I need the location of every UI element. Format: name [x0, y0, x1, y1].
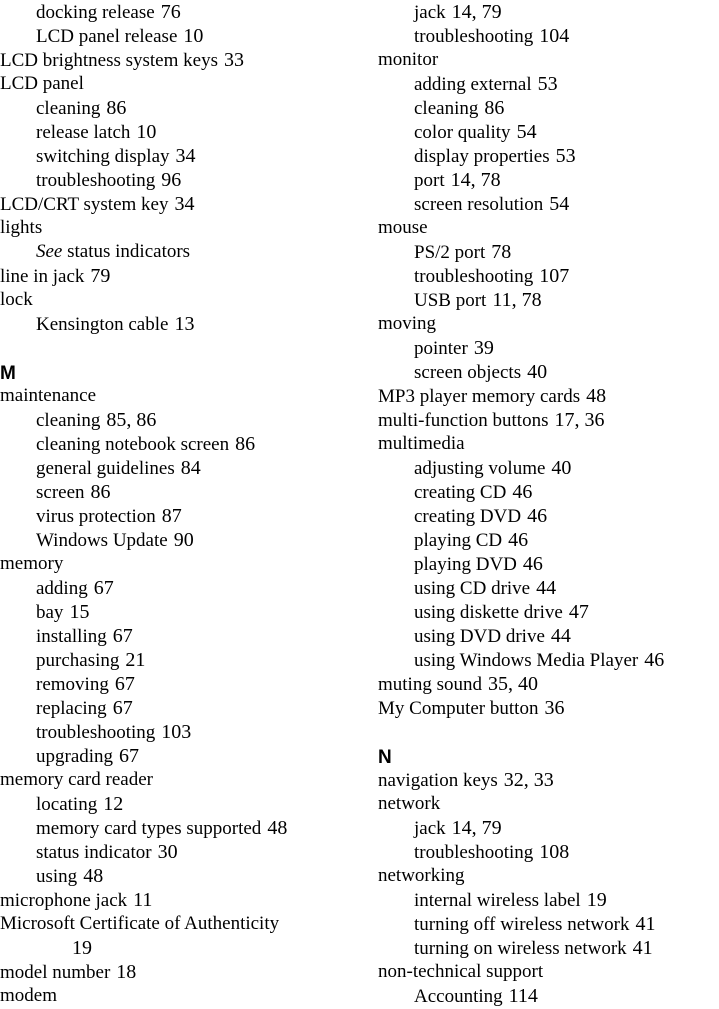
index-subentry [0, 240, 350, 264]
index-term: muting sound [378, 674, 482, 695]
index-subentry [378, 504, 719, 528]
index-term: My Computer button [378, 698, 539, 719]
index-term: screen resolution [414, 194, 544, 215]
index-term: USB port [414, 290, 487, 311]
index-term: LCD panel release [36, 26, 178, 47]
index-term: turning on wireless network [414, 938, 627, 959]
index-subentry [0, 816, 350, 840]
page-reference: 114 [508, 985, 538, 1007]
index-subentry [0, 864, 350, 888]
index-subentry [0, 456, 350, 480]
page-reference: 19 [72, 937, 92, 959]
index-entry [378, 312, 719, 336]
page-reference: 85, 86 [106, 409, 157, 431]
page-reference: 103 [161, 721, 192, 743]
page-reference: 21 [125, 649, 146, 671]
index-term: cleaning [36, 98, 101, 119]
index-entry [0, 768, 350, 792]
index-entry [0, 960, 350, 984]
index-subentry [378, 624, 719, 648]
index-entry-continuation [0, 936, 350, 960]
index-subentry [0, 168, 350, 192]
index-term: replacing [36, 698, 107, 719]
index-subentry [0, 480, 350, 504]
index-term: status indicators [67, 241, 191, 262]
index-term: adding external [414, 74, 532, 95]
page-reference: 79 [90, 265, 111, 287]
page-reference: 104 [539, 25, 570, 47]
index-term: Microsoft Certificate of Authenticity [0, 913, 280, 934]
page-reference: 12 [103, 793, 124, 815]
section-letter-heading: M [0, 363, 16, 384]
index-term: locating [36, 794, 98, 815]
page-reference: 17, 36 [554, 409, 605, 431]
index-term: Accounting [414, 986, 503, 1007]
index-term: line in jack [0, 266, 85, 287]
page-reference: 10 [136, 121, 157, 143]
index-subentry [378, 96, 719, 120]
index-entry [378, 864, 719, 888]
index-term: cleaning notebook screen [36, 434, 230, 455]
page-reference: 67 [112, 697, 133, 719]
index-subentry [0, 672, 350, 696]
page-reference: 90 [173, 529, 194, 551]
page-reference: 87 [161, 505, 182, 527]
index-term: creating DVD [414, 506, 522, 527]
index-term: MP3 player memory cards [378, 386, 581, 407]
index-term: network [378, 793, 441, 814]
page-reference: 86 [90, 481, 111, 503]
index-term: lights [0, 217, 43, 238]
index-subentry [378, 528, 719, 552]
index-term: turning off wireless network [414, 914, 630, 935]
page-reference: 14, 78 [450, 169, 501, 191]
index-subentry [378, 480, 719, 504]
index-subentry [378, 456, 719, 480]
index-subentry [378, 840, 719, 864]
page-reference: 14, 79 [451, 817, 502, 839]
index-term: purchasing [36, 650, 120, 671]
index-term: internal wireless label [414, 890, 581, 911]
index-subentry [378, 816, 719, 840]
page-reference: 14, 79 [451, 1, 502, 23]
page-reference: 30 [157, 841, 178, 863]
page-reference: 107 [539, 265, 570, 287]
index-term: PS/2 port [414, 242, 486, 263]
index-subentry [0, 408, 350, 432]
index-subentry [378, 288, 719, 312]
index-entry [378, 792, 719, 816]
index-subentry [0, 624, 350, 648]
index-subentry [0, 648, 350, 672]
page-reference: 19 [586, 889, 607, 911]
index-subentry [378, 0, 719, 24]
index-subentry [0, 576, 350, 600]
index-entry [0, 984, 350, 1008]
index-term: virus protection [36, 506, 156, 527]
index-subentry [0, 0, 350, 24]
index-term: LCD brightness system keys [0, 50, 218, 71]
page-reference: 33 [223, 49, 244, 71]
index-term: switching display [36, 146, 170, 167]
index-term: mouse [378, 217, 428, 238]
index-subentry [378, 888, 719, 912]
page-reference: 40 [527, 361, 548, 383]
index-term: cleaning [414, 98, 479, 119]
index-subentry [378, 912, 719, 936]
index-subentry [0, 792, 350, 816]
index-subentry [378, 552, 719, 576]
index-term: LCD/CRT system key [0, 194, 169, 215]
index-term: adjusting volume [414, 458, 546, 479]
index-term: modem [0, 985, 57, 1006]
index-subentry [0, 696, 350, 720]
index-column-right [378, 0, 719, 1008]
page-reference: 46 [508, 529, 529, 551]
index-term: installing [36, 626, 107, 647]
index-term: memory [0, 553, 64, 574]
index-term: release latch [36, 122, 131, 143]
index-subentry [0, 720, 350, 744]
index-entry [0, 216, 350, 240]
index-term: port [414, 170, 445, 191]
index-term: troubleshooting [414, 842, 534, 863]
index-entry [0, 552, 350, 576]
index-entry [378, 432, 719, 456]
page-reference: 11 [133, 889, 153, 911]
index-term: screen objects [414, 362, 522, 383]
index-subentry [378, 648, 719, 672]
page-reference: 67 [114, 673, 135, 695]
index-entry [0, 912, 350, 936]
index-entry [0, 48, 350, 72]
index-term: cleaning [36, 410, 101, 431]
page-reference: 108 [539, 841, 570, 863]
index-entry [378, 48, 719, 72]
index-term: bay [36, 602, 64, 623]
index-term: using [36, 866, 78, 887]
index-subentry [0, 504, 350, 528]
page-reference: 15 [69, 601, 90, 623]
index-subentry [0, 840, 350, 864]
page-reference: 44 [536, 577, 557, 599]
index-subentry [378, 360, 719, 384]
index-entry [378, 408, 719, 432]
index-term: playing DVD [414, 554, 517, 575]
index-subentry [0, 24, 350, 48]
index-entry [378, 216, 719, 240]
index-term: troubleshooting [36, 722, 156, 743]
index-term: memory card types supported [36, 818, 262, 839]
index-subentry [0, 144, 350, 168]
section-letter-heading: N [378, 747, 392, 768]
page-reference: 54 [516, 121, 537, 143]
index-entry [378, 768, 719, 792]
see-reference-label: See [36, 241, 63, 262]
index-term: model number [0, 962, 111, 983]
page-reference: 35, 40 [487, 673, 538, 695]
index-term: jack [414, 818, 446, 839]
index-subentry [378, 24, 719, 48]
page-reference: 41 [635, 913, 656, 935]
index-term: color quality [414, 122, 511, 143]
index-term: using diskette drive [414, 602, 563, 623]
index-entry [0, 264, 350, 288]
index-entry [378, 696, 719, 720]
index-term: Kensington cable [36, 314, 169, 335]
page-reference: 96 [161, 169, 182, 191]
section-spacer [0, 336, 350, 360]
page-reference: 78 [491, 241, 512, 263]
index-entry [0, 384, 350, 408]
page-reference: 54 [549, 193, 570, 215]
index-term: pointer [414, 338, 468, 359]
page-reference: 36 [544, 697, 565, 719]
index-term: general guidelines [36, 458, 175, 479]
page-reference: 34 [174, 193, 195, 215]
index-term: Windows Update [36, 530, 168, 551]
page-reference: 46 [512, 481, 533, 503]
index-subentry [378, 576, 719, 600]
page-reference: 46 [527, 505, 548, 527]
index-subentry [0, 528, 350, 552]
index-subentry [0, 744, 350, 768]
page-reference: 84 [180, 457, 201, 479]
index-subentry [0, 120, 350, 144]
index-subentry [0, 600, 350, 624]
index-term: memory card reader [0, 769, 153, 790]
index-term: using CD drive [414, 578, 531, 599]
index-term: display properties [414, 146, 550, 167]
page-reference: 46 [522, 553, 543, 575]
page-reference: 48 [267, 817, 288, 839]
index-subentry [0, 432, 350, 456]
index-term: upgrading [36, 746, 114, 767]
index-term: playing CD [414, 530, 503, 551]
index-entry [378, 672, 719, 696]
page-reference: 67 [119, 745, 140, 767]
index-entry [0, 192, 350, 216]
index-term: screen [36, 482, 85, 503]
page-reference: 44 [550, 625, 571, 647]
index-term: moving [378, 313, 437, 334]
index-subentry [378, 72, 719, 96]
page-reference: 47 [568, 601, 589, 623]
index-term: multi-function buttons [378, 410, 549, 431]
page-reference: 39 [473, 337, 494, 359]
index-term: creating CD [414, 482, 507, 503]
index-subentry [378, 120, 719, 144]
index-entry [378, 960, 719, 984]
index-entry [378, 384, 719, 408]
index-term: multimedia [378, 433, 465, 454]
page-reference: 41 [632, 937, 653, 959]
index-term: status indicator [36, 842, 152, 863]
index-term: non-technical support [378, 961, 544, 982]
index-term: docking release [36, 2, 155, 23]
index-term: networking [378, 865, 465, 886]
page-reference: 32, 33 [503, 769, 554, 791]
page-reference: 53 [537, 73, 558, 95]
index-subentry [378, 984, 719, 1008]
page-reference: 76 [160, 1, 181, 23]
index-term: troubleshooting [414, 266, 534, 287]
index-subentry [378, 600, 719, 624]
index-entry [0, 888, 350, 912]
page-reference: 46 [644, 649, 665, 671]
index-term: troubleshooting [36, 170, 156, 191]
page-reference: 48 [586, 385, 607, 407]
page-reference: 67 [93, 577, 114, 599]
page-reference: 86 [235, 433, 256, 455]
index-subentry [378, 336, 719, 360]
index-term: maintenance [0, 385, 97, 406]
index-term: monitor [378, 49, 439, 70]
page-reference: 11, 78 [492, 289, 542, 311]
page-reference: 53 [555, 145, 576, 167]
index-term: adding [36, 578, 88, 599]
page-reference: 10 [183, 25, 204, 47]
index-subentry [378, 240, 719, 264]
index-subentry [0, 312, 350, 336]
index-term: removing [36, 674, 109, 695]
page-reference: 18 [116, 961, 137, 983]
index-term: troubleshooting [414, 26, 534, 47]
index-term: microphone jack [0, 890, 128, 911]
index-term: using DVD drive [414, 626, 545, 647]
index-entry [0, 288, 350, 312]
index-subentry [378, 936, 719, 960]
index-term: LCD panel [0, 73, 84, 94]
index-subentry [378, 144, 719, 168]
page-reference: 67 [112, 625, 133, 647]
page-reference: 86 [106, 97, 127, 119]
index-term: navigation keys [378, 770, 498, 791]
index-subentry [378, 192, 719, 216]
page-reference: 13 [174, 313, 195, 335]
index-term: using Windows Media Player [414, 650, 639, 671]
index-entry [0, 72, 350, 96]
page-reference: 48 [83, 865, 104, 887]
index-term: jack [414, 2, 446, 23]
index-subentry [0, 96, 350, 120]
page-reference: 34 [175, 145, 196, 167]
section-spacer [378, 720, 719, 744]
index-column-left [0, 0, 350, 1008]
page-reference: 40 [551, 457, 572, 479]
index-subentry [378, 168, 719, 192]
page-reference: 86 [484, 97, 505, 119]
index-subentry [378, 264, 719, 288]
index-term: lock [0, 289, 33, 310]
